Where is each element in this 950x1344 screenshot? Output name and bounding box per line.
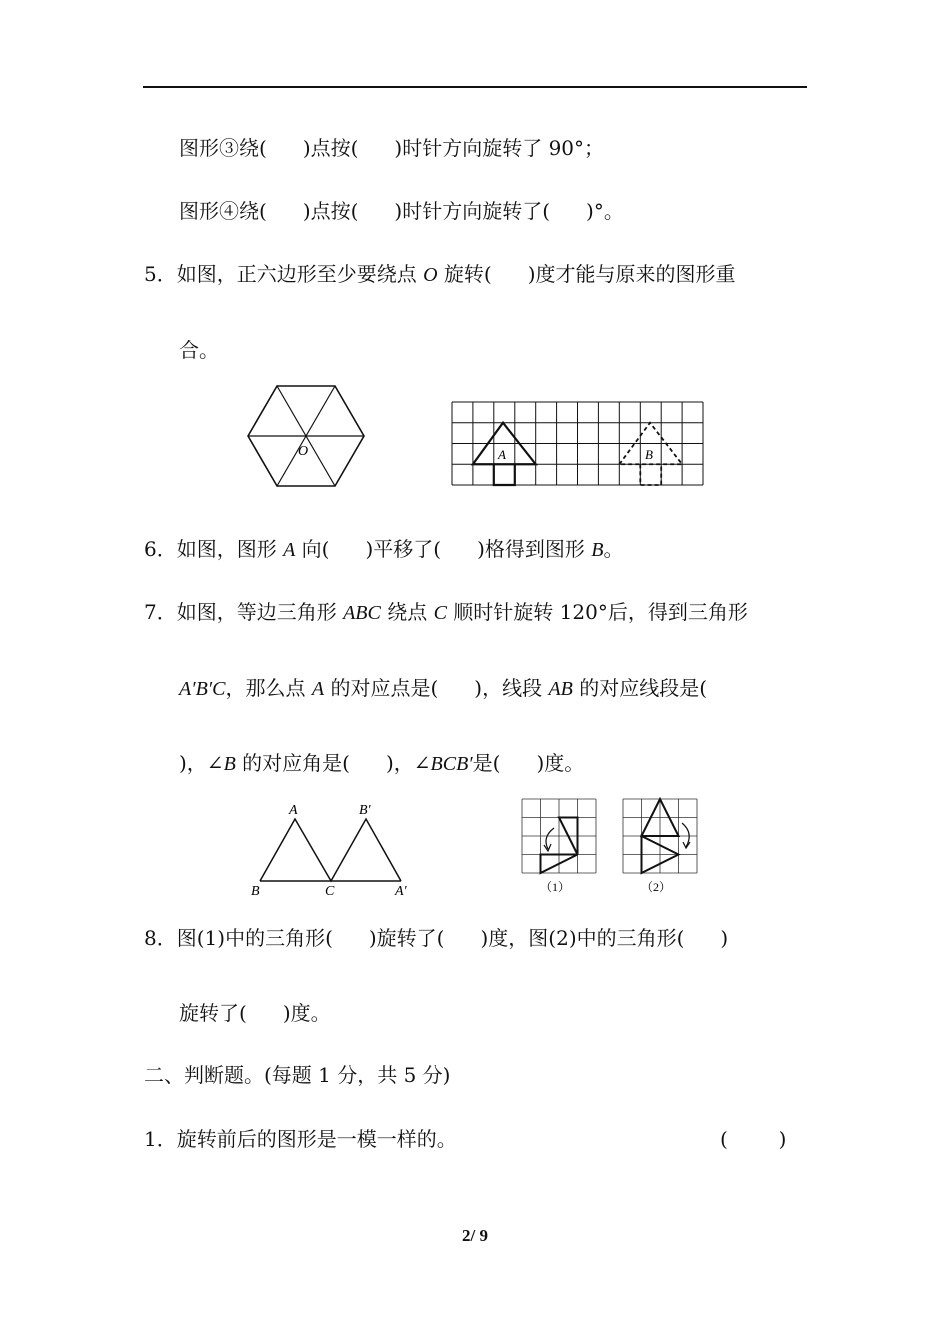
caption-2: （2） (641, 880, 672, 894)
q7-line-3: )，∠B 的对应角是( )，∠BCB′是( )度。 (179, 751, 585, 775)
q5-continuation: 合。 (179, 338, 219, 362)
label-b-prime: B′ (359, 803, 371, 818)
header-rule (143, 86, 807, 88)
judgement-1: 1．旋转前后的图形是一模一样的。 (144, 1127, 457, 1151)
judgement-1-answer-paren[interactable]: ( ) (720, 1127, 787, 1151)
translation-grid-figure (450, 400, 706, 488)
q6-question: 6．如图，图形 A 向( )平移了( )格得到图形 B。 (144, 537, 624, 561)
q8-question: 8．图(1)中的三角形( )旋转了( )度，图(2)中的三角形( ) (144, 926, 729, 950)
rotated-triangles-figure (245, 795, 420, 900)
q4-line-4: 图形④绕( )点按( )时针方向旋转了( )°。 (179, 199, 624, 223)
q8-continuation: 旋转了( )度。 (179, 1001, 331, 1025)
q4-line-3: 图形③绕( )点按( )时针方向旋转了 90°； (179, 136, 605, 160)
rotation-grids-figure (518, 795, 702, 900)
page-number: 2/ 9 (462, 1226, 488, 1245)
q5-question: 5．如图，正六边形至少要绕点 O 旋转( )度才能与原来的图形重 (144, 262, 736, 286)
label-a-prime: A′ (395, 884, 407, 899)
shape-b-label: B (645, 447, 653, 462)
section-2-title: 二、判断题。(每题 1 分，共 5 分) (144, 1063, 451, 1087)
q7-question: 7．如图，等边三角形 ABC 绕点 C 顺时针旋转 120°后，得到三角形 (144, 600, 748, 624)
label-a: A (289, 803, 298, 818)
label-b: B (251, 884, 260, 899)
label-c: C (325, 884, 335, 899)
hexagon-figure (240, 380, 370, 490)
q7-line-2: A′B′C，那么点 A 的对应点是( )，线段 AB 的对应线段是( (179, 676, 708, 700)
shape-a-label: A (498, 447, 506, 462)
hexagon-center-label: O (298, 444, 309, 459)
caption-1: （1） (540, 880, 571, 894)
